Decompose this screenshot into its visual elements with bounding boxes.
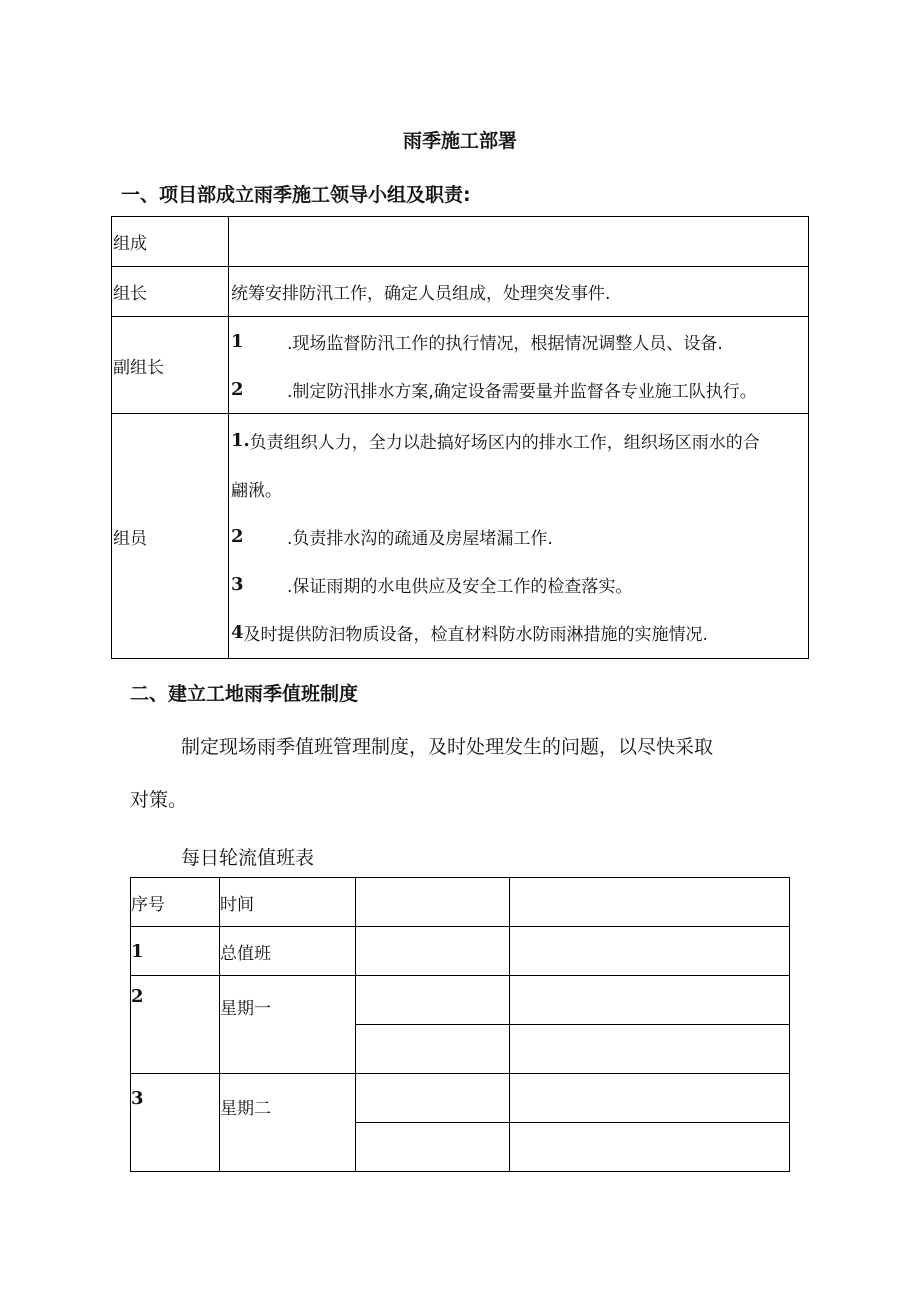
duty-number: 4 [231, 621, 244, 643]
header-cell-empty [356, 878, 510, 927]
row-cell [510, 976, 790, 1025]
row-cell [356, 976, 510, 1025]
row-cell [510, 1074, 790, 1123]
section2-heading: 二、建立工地雨季值班制度 [130, 683, 359, 705]
duty-table-caption: 每日轮流值班表 [181, 847, 315, 869]
leadership-group-table [111, 216, 809, 659]
role-cell: 组成 [112, 217, 229, 267]
table-row [112, 267, 809, 317]
role-cell: 组员 [112, 414, 229, 659]
duty-number: 3 [231, 573, 244, 595]
table-row [112, 317, 809, 414]
duty-line [231, 317, 808, 365]
document-title: 雨季施工部署 [402, 130, 517, 152]
duty-line [231, 512, 808, 560]
duty-roster-table [130, 877, 790, 1172]
header-cell-empty [510, 878, 790, 927]
table-row [112, 414, 809, 659]
duty-text: 统筹安排防汛工作，确定人员组成，处理突发事件. [231, 284, 611, 304]
duty-line [231, 464, 808, 512]
duty-number: 1. [231, 429, 250, 451]
row-number: 3 [131, 1074, 220, 1172]
duty-text: 及时提供防汩物质设备，检直材料防水防雨淋措施的实施情况. [243, 624, 708, 645]
duty-cell [229, 414, 809, 659]
duty-number: 1 [231, 330, 244, 352]
table-row [131, 976, 790, 1025]
row-cell [510, 1123, 790, 1172]
duty-line [231, 608, 808, 656]
row-number: 2 [131, 976, 220, 1074]
duty-number: 2 [231, 378, 244, 400]
table-row [131, 1074, 790, 1123]
row-cell [356, 927, 510, 976]
row-cell [356, 1074, 510, 1123]
row-cell [356, 1123, 510, 1172]
row-number: 1 [131, 927, 220, 976]
table-row [131, 927, 790, 976]
row-time: 星期二 [220, 1074, 356, 1172]
role-cell: 副组长 [112, 317, 229, 414]
row-time: 星期一 [220, 976, 356, 1074]
row-cell [510, 927, 790, 976]
duty-number: 2 [231, 525, 244, 547]
header-cell-time: 时间 [220, 878, 356, 927]
section1-heading: 一、项目部成立雨季施工领导小组及职责: [121, 184, 471, 206]
duty-cell [229, 217, 809, 267]
table-row [112, 217, 809, 267]
duty-line [231, 365, 808, 413]
header-cell-number: 序号 [131, 878, 220, 927]
row-cell [356, 1025, 510, 1074]
table-header-row [131, 878, 790, 927]
duty-line [231, 416, 808, 464]
duty-text: 翩湫。 [231, 480, 282, 501]
paragraph-line: 制定现场雨季值班管理制度，及时处理发生的问题，以尽快采取 [181, 736, 714, 758]
row-cell [510, 1025, 790, 1074]
duty-text: .负责排水沟的疏通及房屋堵漏工作. [287, 528, 553, 549]
role-cell: 组长 [112, 267, 229, 317]
duty-cell [229, 317, 809, 414]
duty-line [231, 560, 808, 608]
duty-text: .保证雨期的水电供应及安全工作的检查落实。 [287, 576, 633, 597]
duty-text: .现场监督防汛工作的执行情况，根据情况调整人员、设备. [287, 333, 723, 354]
duty-cell [229, 267, 809, 317]
paragraph-line: 对策。 [130, 789, 188, 811]
duty-text: 负责组织人力，全力以赴搞好场区内的排水工作，组织场区雨水的合 [249, 432, 760, 453]
duty-text: .制定防汛排水方案,确定设备需要量并监督各专业施工队执行。 [287, 381, 757, 402]
row-time: 总值班 [220, 927, 356, 976]
